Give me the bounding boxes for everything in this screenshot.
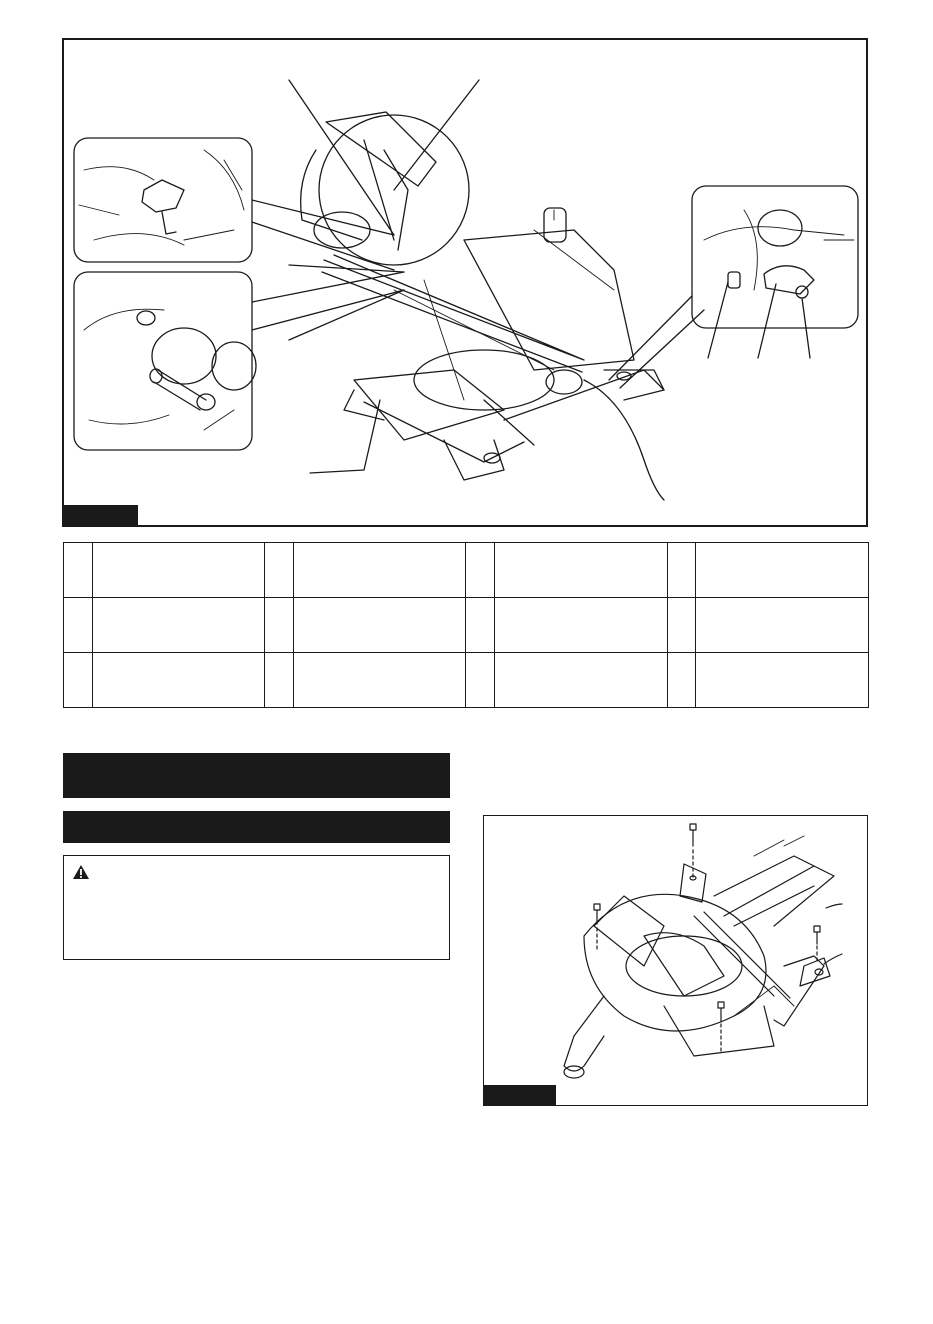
figure-label [484,1085,556,1105]
part-name [495,598,668,653]
part-number [667,598,696,653]
section-subtitle [63,811,450,843]
part-number [466,543,495,598]
part-name [495,653,668,708]
part-name [293,598,466,653]
part-name [92,653,265,708]
clamp-lever [764,266,814,294]
inset-clamp-knob [692,186,858,328]
section-title [63,753,450,798]
part-name [495,543,668,598]
lever-part [142,180,184,212]
part-name [293,653,466,708]
part-number [667,653,696,708]
part-number [64,543,93,598]
miter-saw-illustration [64,40,870,529]
part-number [466,598,495,653]
parts-legend-table [63,542,869,708]
table-row [64,653,869,708]
part-name [92,543,265,598]
table-row [64,598,869,653]
bolt-icon [690,824,696,880]
part-number [265,653,294,708]
inset-stop-pin [74,272,252,450]
part-number [64,598,93,653]
table-row [64,543,869,598]
part-name [92,598,265,653]
figure-1 [62,38,868,527]
part-name [293,543,466,598]
part-number [466,653,495,708]
part-name [696,598,869,653]
warning-box [63,855,450,960]
part-number [64,653,93,708]
part-number [265,598,294,653]
part-number [265,543,294,598]
part-name [696,543,869,598]
figure-2 [483,815,868,1106]
blade-guard [464,230,634,370]
bench-mounting-illustration [484,816,869,1107]
warning-triangle-icon [72,864,90,885]
part-name [696,653,869,708]
bolt-icon [718,1002,724,1054]
inset-lock-lever [74,138,252,262]
figure-label [64,505,138,525]
part-number [667,543,696,598]
